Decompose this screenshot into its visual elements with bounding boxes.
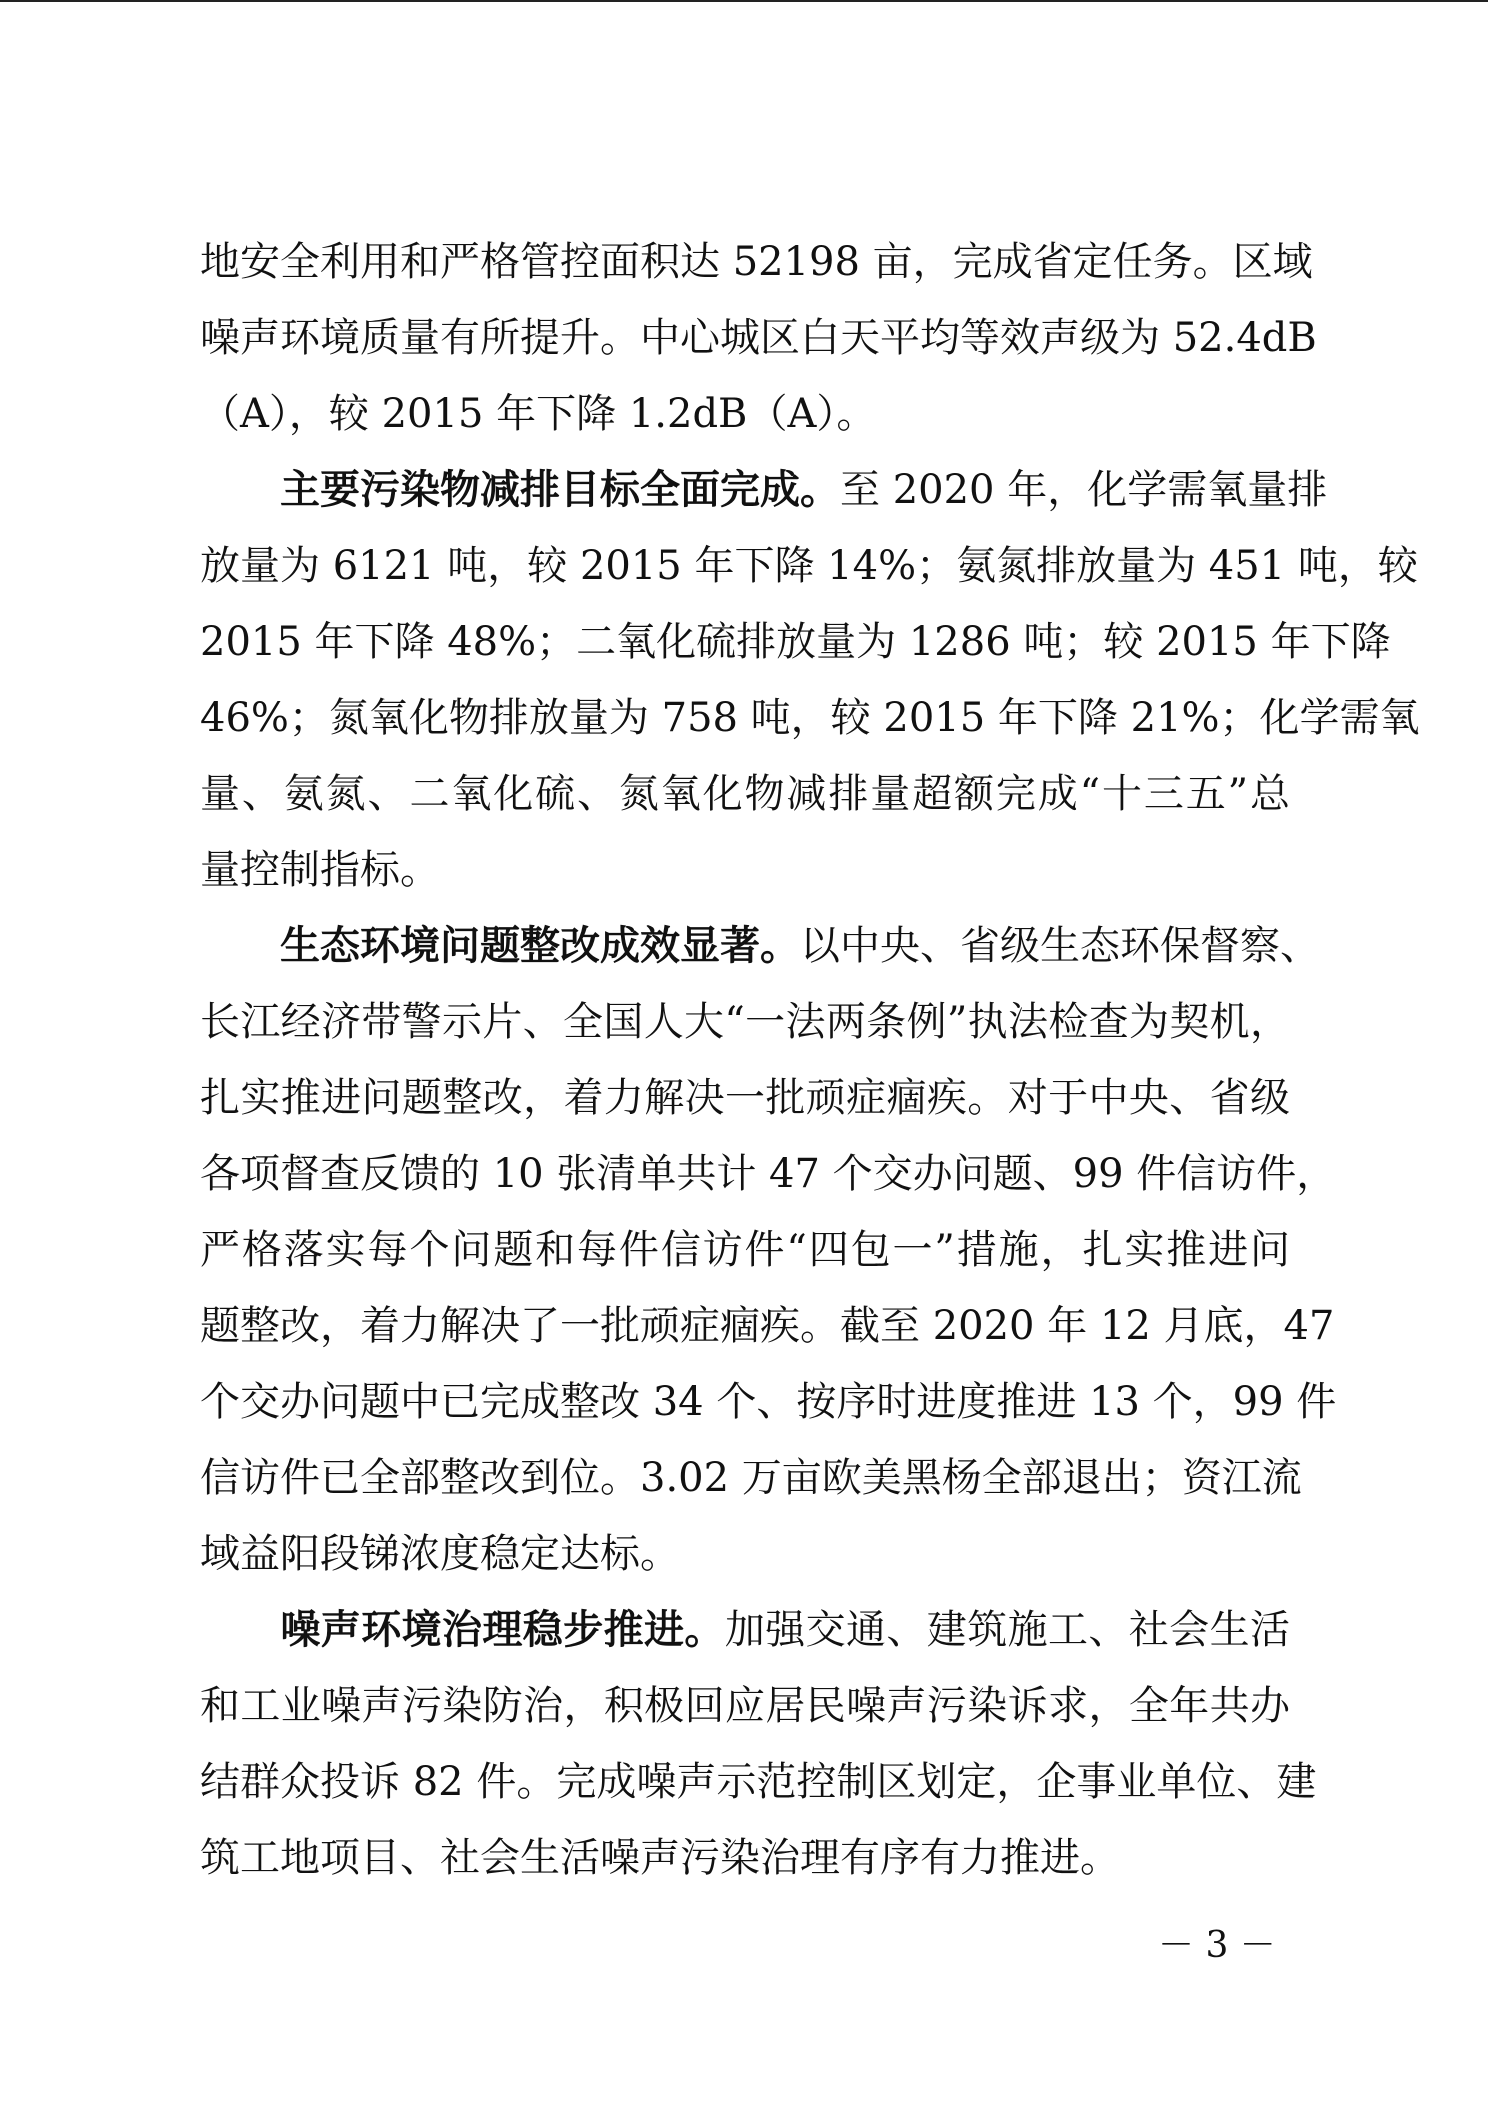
- text-line: 地安全利用和严格管控面积达 52198 亩，完成省定任务。区域: [200, 239, 1313, 285]
- paragraph-heading: 生态环境问题整改成效显著。: [280, 922, 800, 969]
- text-line: 长江经济带警示片、全国人大“一法两条例”执法检查为契机，: [200, 999, 1290, 1045]
- text-line: 严格落实每个问题和每件信访件“四包一”措施，扎实推进问: [200, 1227, 1290, 1273]
- paragraph-emission-reduction: [200, 452, 1420, 908]
- text-run: 以中央、省级生态环保督察、: [800, 923, 1320, 969]
- text-line: 量控制指标。: [200, 847, 440, 893]
- text-line: 结群众投诉 82 件。完成噪声示范控制区划定，企事业单位、建: [200, 1759, 1317, 1805]
- paragraph-issue-rectification: [200, 908, 1337, 1592]
- text-line-with-heading: [200, 452, 1328, 528]
- top-border-line: [0, 0, 1488, 2]
- text-line: 信访件已全部整改到位。3.02 万亩欧美黑杨全部退出；资江流: [200, 1455, 1302, 1501]
- paragraph-heading: 噪声环境治理稳步推进。: [280, 1606, 725, 1653]
- text-run: 至 2020 年，化学需氧量排: [840, 467, 1328, 513]
- paragraph-noise-governance: [200, 1592, 1317, 1896]
- text-line: 题整改，着力解决了一批顽症痼疾。截至 2020 年 12 月底，47: [200, 1303, 1335, 1349]
- text-line: 46%；氮氧化物排放量为 758 吨，较 2015 年下降 21%；化学需氧: [200, 695, 1420, 741]
- text-line: 放量为 6121 吨，较 2015 年下降 14%；氨氮排放量为 451 吨，较: [200, 543, 1418, 589]
- text-line: 和工业噪声污染防治，积极回应居民噪声污染诉求，全年共办: [200, 1683, 1290, 1729]
- text-line-with-heading: [200, 908, 1320, 984]
- text-line: 筑工地项目、社会生活噪声污染治理有序有力推进。: [200, 1835, 1120, 1881]
- text-line: 噪声环境质量有所提升。中心城区白天平均等效声级为 52.4dB: [200, 315, 1317, 361]
- text-line: 个交办问题中已完成整改 34 个、按序时进度推进 13 个，99 件: [200, 1379, 1337, 1425]
- text-line: 域益阳段锑浓度稳定达标。: [200, 1531, 680, 1577]
- text-line: 扎实推进问题整改，着力解决一批顽症痼疾。对于中央、省级: [200, 1075, 1290, 1121]
- paragraph-heading: 主要污染物减排目标全面完成。: [280, 466, 840, 513]
- document-body: [200, 224, 1420, 1896]
- page-number: － 3 －: [1158, 1925, 1276, 1966]
- text-line: 各项督查反馈的 10 张清单共计 47 个交办问题、99 件信访件，: [200, 1151, 1337, 1197]
- text-line: 2015 年下降 48%；二氧化硫排放量为 1286 吨；较 2015 年下降: [200, 619, 1391, 665]
- text-line: 量、氨氮、二氧化硫、氮氧化物减排量超额完成“十三五”总: [200, 771, 1290, 817]
- text-line: （A），较 2015 年下降 1.2dB（A）。: [200, 391, 877, 437]
- text-line-with-heading: [200, 1592, 1290, 1668]
- paragraph-soil-noise-quality: [200, 224, 1317, 452]
- text-run: 加强交通、建筑施工、社会生活: [724, 1607, 1291, 1653]
